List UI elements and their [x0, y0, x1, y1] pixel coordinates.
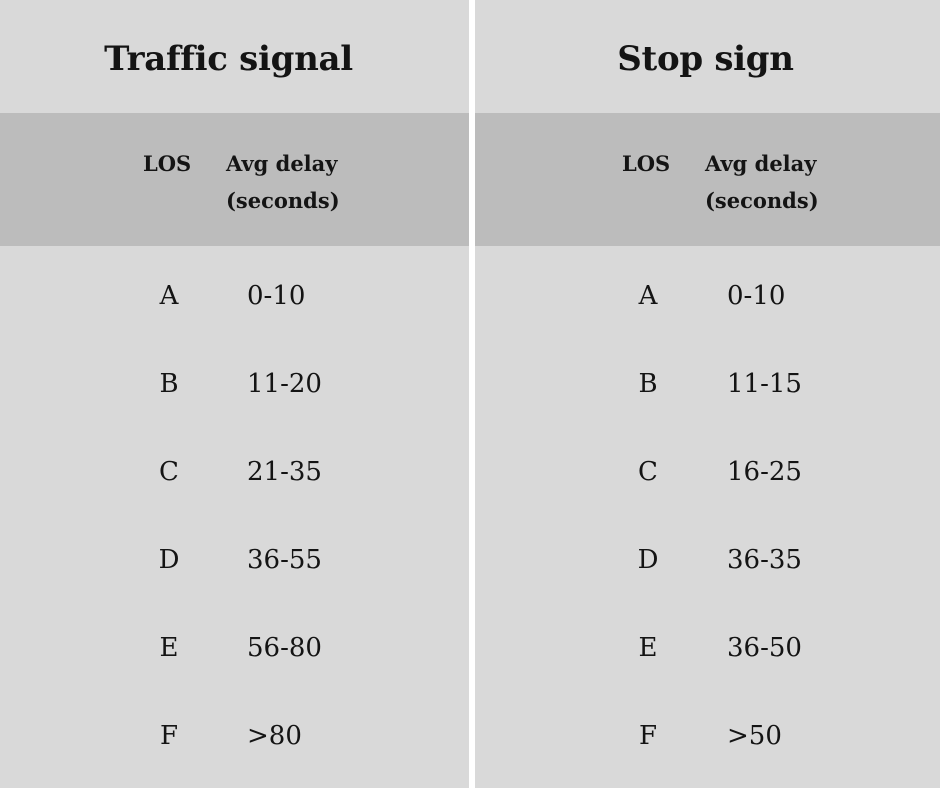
avg-delay-value: 36-50 [727, 633, 802, 663]
los-grade: D [637, 545, 659, 575]
avg-delay-value: 0-10 [727, 281, 786, 311]
stop-sign-delay-header-line2: (seconds) [705, 188, 819, 213]
stop-sign-delay-header [705, 145, 819, 219]
traffic-signal-title: Traffic signal [104, 39, 353, 79]
traffic-signal-los-header: LOS [143, 151, 192, 176]
traffic-signal-panel [0, 0, 469, 788]
los-grade: E [638, 633, 658, 663]
traffic-signal-delay-header-line2: (seconds) [226, 188, 340, 213]
traffic-signal-delay-header [226, 145, 340, 219]
los-grade: B [159, 369, 179, 399]
avg-delay-value: 56-80 [247, 633, 322, 663]
los-grade: F [159, 721, 179, 751]
los-grade: F [638, 721, 658, 751]
avg-delay-value: 36-35 [727, 545, 802, 575]
los-grade: A [638, 281, 658, 311]
los-grade: C [638, 457, 658, 487]
los-grade: C [159, 457, 179, 487]
stop-sign-title: Stop sign [617, 39, 794, 79]
stop-sign-delay-header-line1: Avg delay [705, 151, 817, 176]
stop-sign-panel [475, 0, 940, 788]
avg-delay-value: 36-55 [247, 545, 322, 575]
los-grade: B [638, 369, 658, 399]
los-grade: A [159, 281, 179, 311]
avg-delay-value: 0-10 [247, 281, 306, 311]
avg-delay-value: >50 [727, 721, 782, 751]
avg-delay-value: >80 [247, 721, 302, 751]
avg-delay-value: 11-15 [727, 369, 802, 399]
avg-delay-value: 11-20 [247, 369, 322, 399]
los-grade: E [159, 633, 179, 663]
avg-delay-value: 16-25 [727, 457, 802, 487]
avg-delay-value: 21-35 [247, 457, 322, 487]
traffic-signal-delay-header-line1: Avg delay [226, 151, 338, 176]
stop-sign-los-header: LOS [622, 151, 671, 176]
los-grade: D [158, 545, 180, 575]
